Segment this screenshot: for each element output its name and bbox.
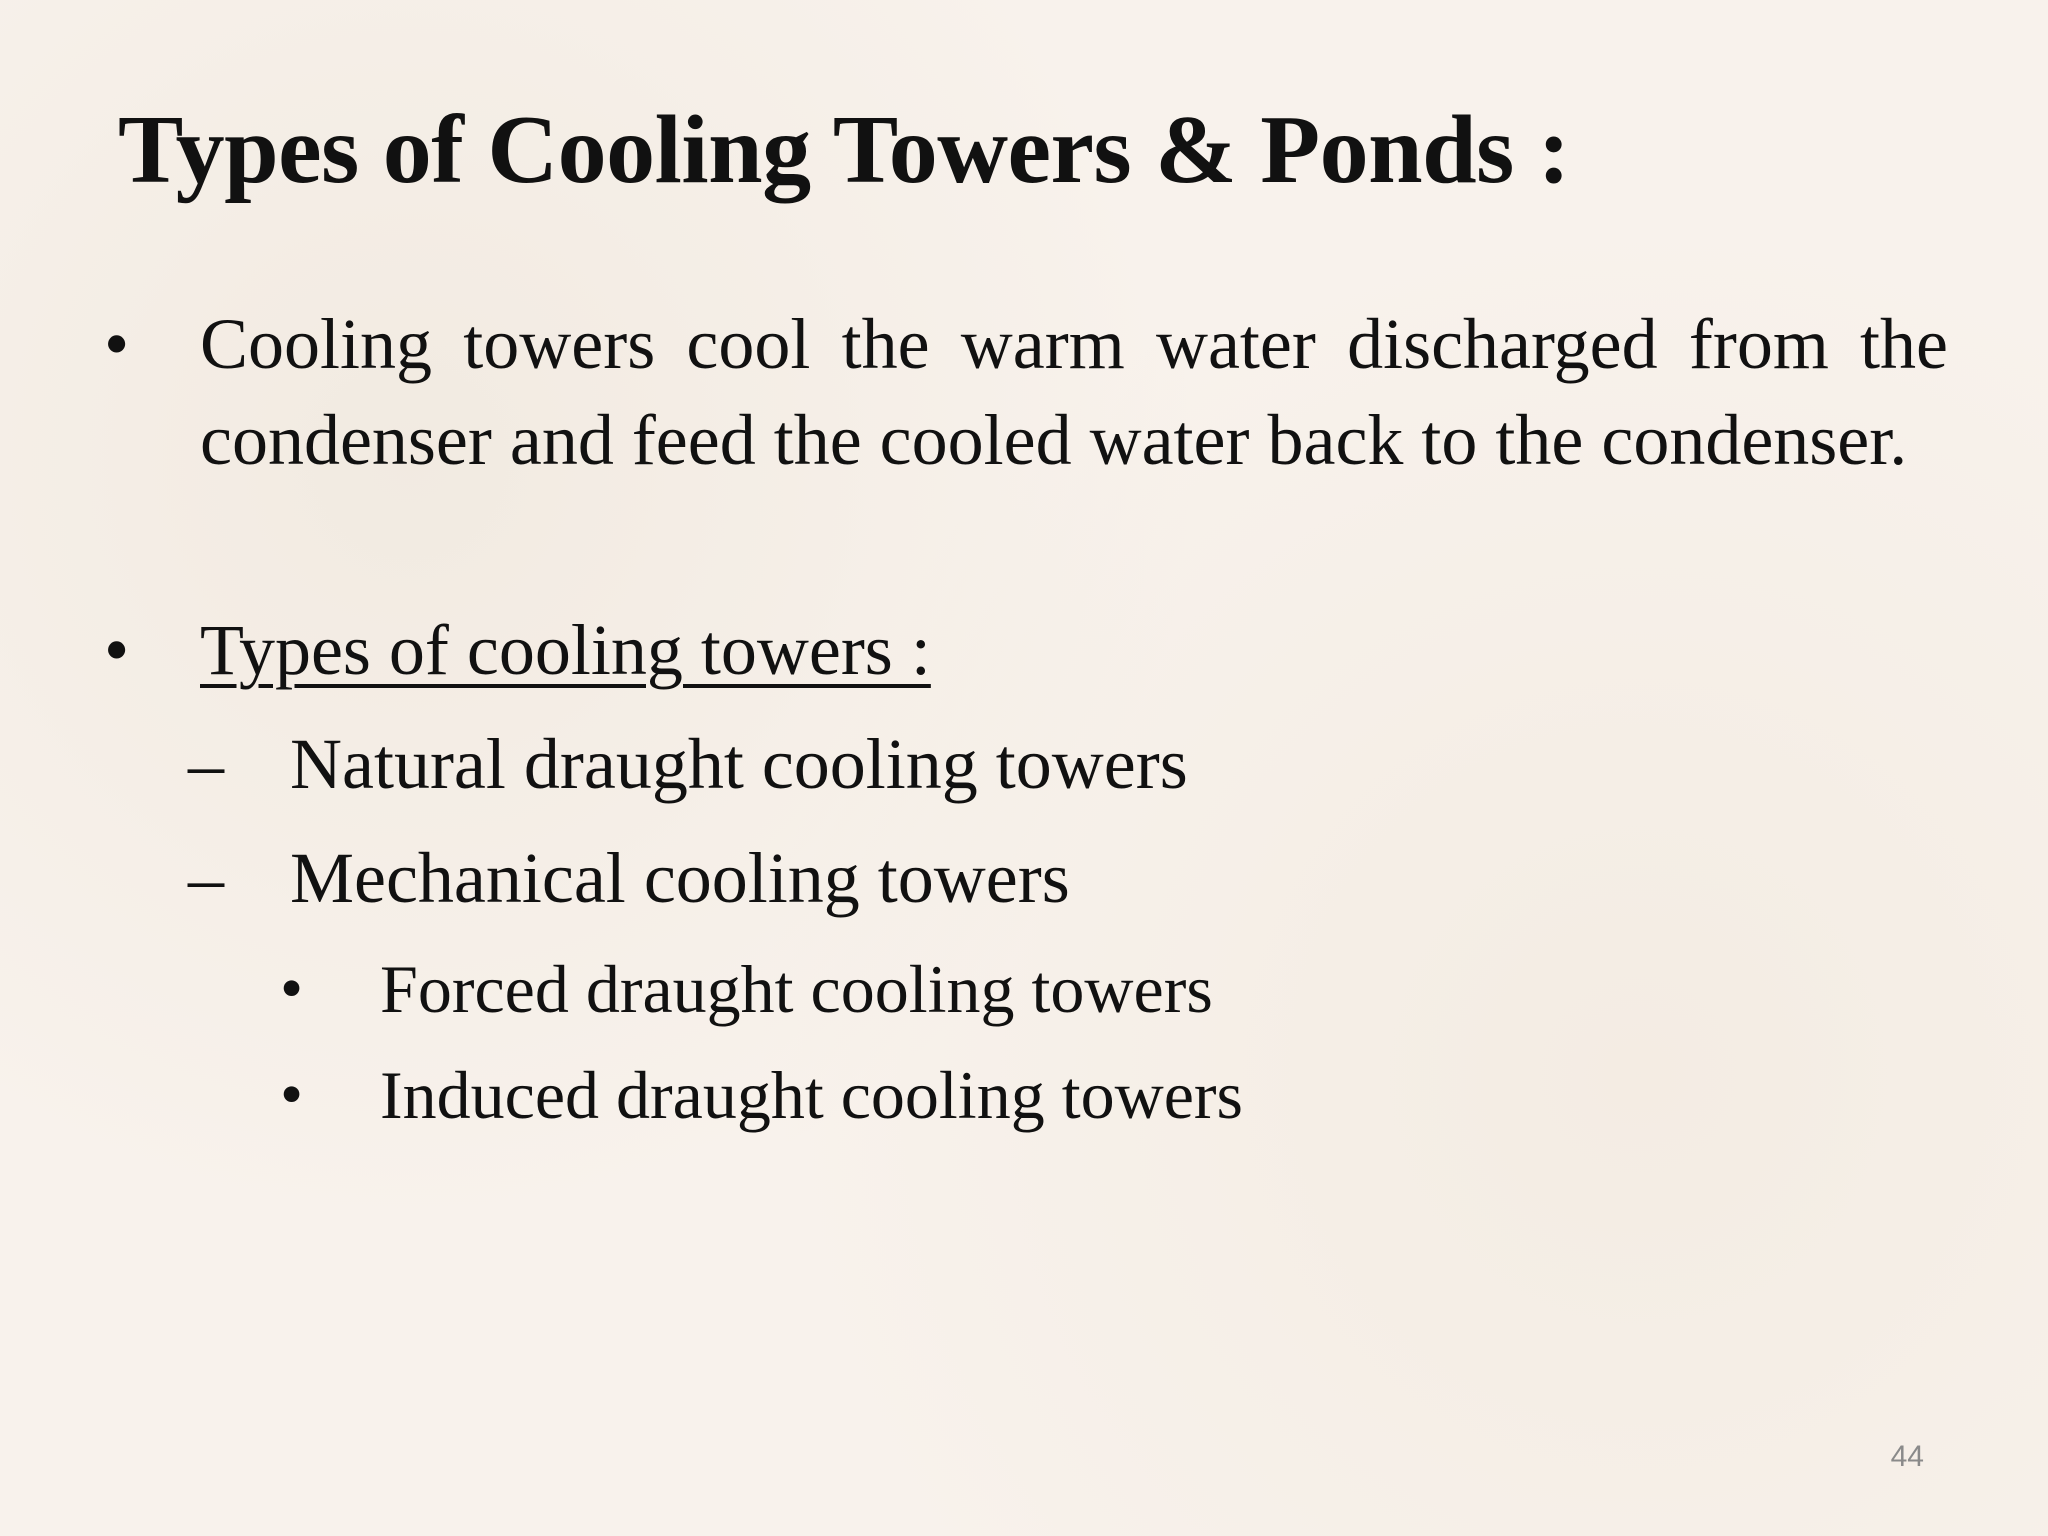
page-number: 44: [1890, 1440, 1924, 1473]
bullet-marker: •: [104, 610, 130, 690]
slide-title: Types of Cooling Towers & Ponds :: [118, 96, 1570, 204]
dash-marker: –: [188, 724, 224, 804]
sub-sub-item-forced-draught: Forced draught cooling towers: [380, 951, 1213, 1027]
sub-bullet-marker: •: [280, 952, 304, 1025]
sub-item-natural-draught: Natural draught cooling towers: [290, 724, 1188, 804]
dash-marker: –: [188, 838, 224, 918]
bullet-text-cooling-towers-definition: Cooling towers cool the warm water discharged from the condenser and feed the cooled water back to the condenser.: [200, 304, 1948, 480]
sub-bullet-marker: •: [280, 1058, 304, 1131]
bullet-text-types-heading: Types of cooling towers :: [200, 610, 931, 690]
bullet-marker: •: [104, 304, 130, 384]
sub-sub-item-induced-draught: Induced draught cooling towers: [380, 1057, 1243, 1133]
sub-item-mechanical: Mechanical cooling towers: [290, 838, 1070, 918]
